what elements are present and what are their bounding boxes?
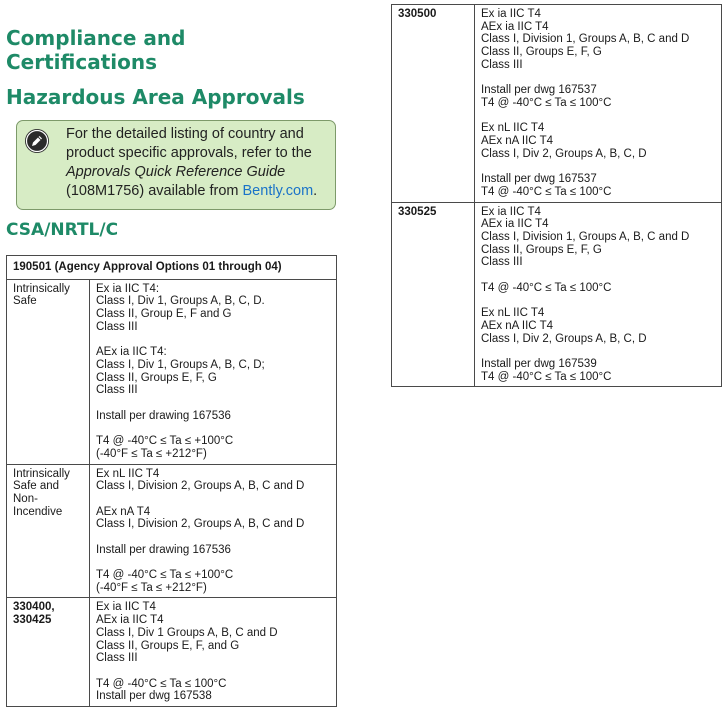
bently-link[interactable]: Bently.com xyxy=(242,183,314,199)
table-header: 190501 (Agency Approval Options 01 through 04) xyxy=(7,256,337,280)
spec-line: Ex ia IIC T4 xyxy=(481,8,541,20)
hazardous-area-heading: Hazardous Area Approvals xyxy=(6,85,305,109)
spec-line: Class III xyxy=(96,384,138,397)
spec-line: Class I, Division 1, Groups A, B, C and D xyxy=(481,230,690,243)
block-gap xyxy=(96,397,330,410)
spec-line: T4 @ -40°C ≤ Ta ≤ 100°C xyxy=(481,281,612,294)
spec-line: Class I, Div 1 Groups A, B, C and D xyxy=(96,626,278,639)
spec-line: Class III xyxy=(96,320,138,333)
spec-line: (-40°F ≤ Ta ≤ +212°F) xyxy=(96,581,207,594)
spec-line: T4 @ -40°C ≤ Ta ≤ 100°C xyxy=(481,96,612,109)
table-row xyxy=(7,279,337,464)
spec-line: T4 @ -40°C ≤ Ta ≤ 100°C xyxy=(481,185,612,198)
spec-line: Class I, Division 2, Groups A, B, C and D xyxy=(96,480,305,493)
spec-line: AEx ia IIC T4 xyxy=(96,614,164,627)
spec-line: Ex ia IIC T4: xyxy=(96,282,160,295)
spec-line: Install per dwg 167537 xyxy=(481,84,597,97)
block-gap xyxy=(481,294,715,307)
spec-line: Class II, Groups E, F, and G xyxy=(96,639,240,652)
spec-line: AEx nA IIC T4 xyxy=(481,135,554,147)
spec-line: Ex nL IIC T4 xyxy=(96,467,160,480)
block-gap xyxy=(96,493,330,506)
table-row xyxy=(7,464,337,598)
spec-line: (-40°F ≤ Ta ≤ +212°F) xyxy=(96,447,207,460)
spec-line: Install per dwg 167537 xyxy=(481,173,597,186)
csa-heading: CSA/NRTL/C xyxy=(6,220,119,240)
spec-line: AEx ia IIC T4 xyxy=(481,20,549,33)
spec-line: AEx nA IIC T4 xyxy=(481,319,554,332)
block-gap xyxy=(96,556,330,569)
spec-line: Class I, Division 2, Groups A, B, C and D xyxy=(96,518,305,531)
table-header-row xyxy=(7,256,337,280)
spec-line: Class II, Group E, F and G xyxy=(96,308,232,321)
spec-line: Ex ia IIC T4 xyxy=(96,601,156,614)
csa-approvals-table xyxy=(6,255,337,707)
table-row xyxy=(392,202,722,387)
spec-line: Class III xyxy=(96,652,138,665)
spec-line: AEx ia IIC T4: xyxy=(96,346,167,359)
row-content xyxy=(90,279,337,464)
spec-line: T4 @ -40°C ≤ Ta ≤ 100°C xyxy=(481,370,612,383)
row-label: 330400, 330425 xyxy=(7,598,90,707)
spec-line: Class III xyxy=(481,58,523,71)
spec-line: Class I, Div 2, Groups A, B, C, D xyxy=(481,332,647,345)
spec-line: Install per dwg 167539 xyxy=(481,357,597,370)
note-text-after: . xyxy=(313,183,318,199)
row-label: Intrinsically Safe and Non-Incendive xyxy=(7,464,90,598)
spec-line: Ex nL IIC T4 xyxy=(481,122,545,135)
table-row xyxy=(392,5,722,203)
spec-line: AEx ia IIC T4 xyxy=(481,218,549,231)
spec-line: Class II, Groups E, F, G xyxy=(481,46,602,59)
spec-line: T4 @ -40°C ≤ Ta ≤ 100°C xyxy=(96,677,227,690)
spec-line: Class I, Div 1, Groups A, B, C, D. xyxy=(96,295,265,308)
block-gap xyxy=(481,269,715,282)
row-content xyxy=(90,464,337,598)
row-label: Intrinsically Safe xyxy=(7,279,90,464)
block-gap xyxy=(481,345,715,358)
note-guide-title: Approvals Quick Reference Guide xyxy=(66,164,286,180)
spec-line: T4 @ -40°C ≤ Ta ≤ +100°C xyxy=(96,435,234,448)
pencil-icon xyxy=(25,129,49,153)
compliance-heading: Compliance and Certifications xyxy=(6,26,186,74)
table-row xyxy=(7,598,337,707)
spec-line: Class II, Groups E, F, G xyxy=(481,243,602,256)
spec-line: Ex ia IIC T4 xyxy=(481,205,541,218)
block-gap xyxy=(481,110,715,123)
spec-line: AEx nA T4 xyxy=(96,505,151,518)
spec-line: T4 @ -40°C ≤ Ta ≤ +100°C xyxy=(96,569,234,582)
block-gap xyxy=(96,531,330,544)
row-label: 330525 xyxy=(392,202,475,387)
spec-line: Class III xyxy=(481,256,523,269)
block-gap xyxy=(96,334,330,347)
spec-line: Class I, Div 2, Groups A, B, C, D xyxy=(481,147,647,160)
spec-line: Class I, Div 1, Groups A, B, C, D; xyxy=(96,358,265,371)
note-text-before: For the detailed listing of country and product specific approvals, refer to the xyxy=(66,126,312,161)
spec-line: Install per dwg 167538 xyxy=(96,690,212,703)
spec-line: Install per drawing 167536 xyxy=(96,543,231,556)
spec-line: Class II, Groups E, F, G xyxy=(96,371,217,384)
approvals-note xyxy=(16,120,336,210)
spec-line: Class I, Division 1, Groups A, B, C and D xyxy=(481,33,690,46)
row-content xyxy=(90,598,337,707)
block-gap xyxy=(96,422,330,435)
block-gap xyxy=(96,665,330,678)
note-text-mid: (108M1756) available from xyxy=(66,183,243,199)
row-label: 330500 xyxy=(392,5,475,203)
spec-line: Install per drawing 167536 xyxy=(96,409,231,422)
probe-approvals-table xyxy=(391,4,722,387)
block-gap xyxy=(481,72,715,85)
block-gap xyxy=(481,160,715,173)
row-content xyxy=(475,202,722,387)
row-content xyxy=(475,5,722,203)
spec-line: Ex nL IIC T4 xyxy=(481,307,545,320)
